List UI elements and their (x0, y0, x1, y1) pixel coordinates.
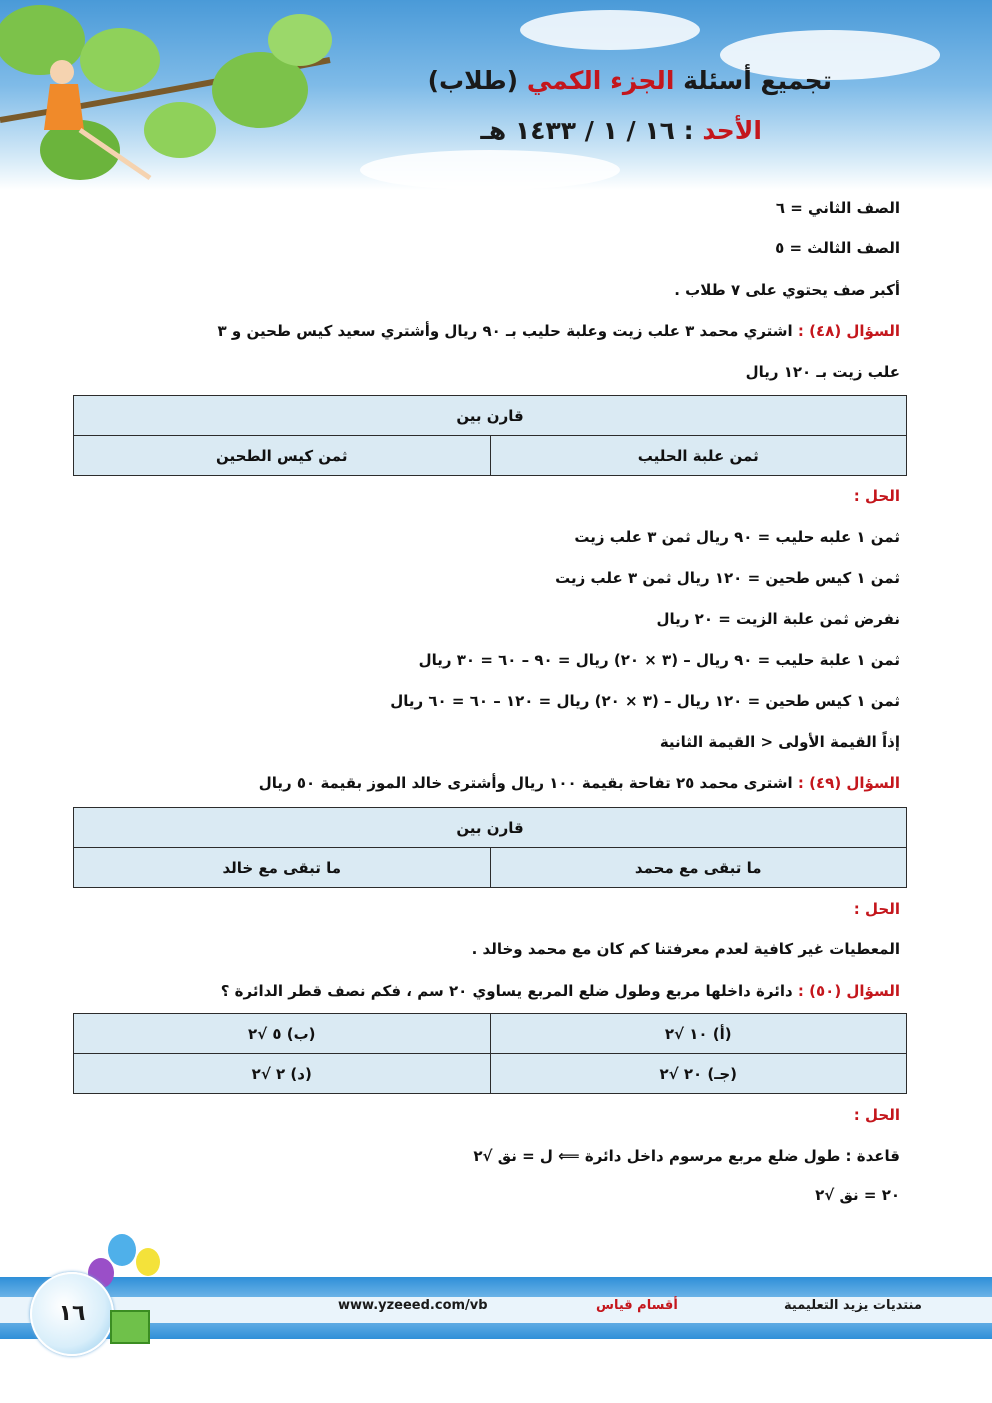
intro-line: أكبر صف يحتوي على ٧ طلاب . (674, 281, 900, 299)
table-header: قارن بين (74, 396, 907, 436)
solution-label: الحل : (853, 900, 900, 918)
balloon-icon (108, 1234, 136, 1266)
table-cell: ما تبقى مع خالد (74, 848, 491, 888)
question-text: اشتري محمد ٣ علب زيت وعلبة حليب بـ ٩٠ ريال وأشتري سعيد كيس طحين و ٣ (217, 322, 793, 340)
solution-line: نفرض ثمن علبة الزيت = ٢٠ ريال (656, 610, 900, 628)
footer-url[interactable]: www.yzeeed.com/vb (338, 1298, 488, 1313)
page-header (0, 0, 992, 190)
page-title (428, 66, 832, 95)
table-cell: ما تبقى مع محمد (490, 848, 907, 888)
date-value: : ١٦ / ١ / ١٤٣٣ هـ (480, 116, 694, 145)
date-day: الأحد (702, 116, 762, 145)
cloud-decoration (360, 150, 620, 190)
question-50 (221, 982, 900, 1000)
solution-line: إذاً القيمة الأولى < القيمة الثانية (659, 733, 900, 751)
question-text: دائرة داخلها مربع وطول ضلع المربع يساوي ٢٠ سم ، فكم نصف قطر الدائرة ؟ (220, 982, 793, 1000)
question-49 (259, 774, 900, 792)
options-table-50 (73, 1013, 907, 1094)
table-header: قارن بين (74, 808, 907, 848)
footer-forum: منتديات يزيد التعليمية (784, 1298, 922, 1313)
question-text-cont: علب زيت بـ ١٢٠ ريال (745, 363, 900, 381)
title-highlight: الجزء الكمي (526, 66, 675, 95)
page-date (480, 116, 762, 145)
solution-line: ٢٠ = نق √٢ (815, 1186, 900, 1204)
balloon-icon (136, 1248, 160, 1276)
solution-line: ثمن ١ علبه حليب = ٩٠ ريال ثمن ٣ علب زيت (574, 528, 900, 546)
solution-line: ثمن ١ كيس طحين = ١٢٠ ريال – (٣ × ٢٠) ريال = ١٢٠ – ٦٠ = ٦٠ ريال (390, 692, 900, 710)
title-prefix: تجميع أسئلة (683, 66, 832, 95)
solution-line: قاعدة : طول ضلع مربع مرسوم داخل دائرة ⟸ ل = نق √٢ (473, 1147, 900, 1165)
title-suffix: (طلاب) (427, 66, 519, 95)
compare-table-48 (73, 395, 907, 476)
solution-label: الحل : (853, 487, 900, 505)
leaves-girl-illustration (0, 0, 340, 190)
solution-line: ثمن ١ علبة حليب = ٩٠ ريال – (٣ × ٢٠) ريال = ٩٠ – ٦٠ = ٣٠ ريال (418, 651, 900, 669)
compare-table-49 (73, 807, 907, 888)
option-a: (أ) ١٠ √٢ (490, 1014, 907, 1054)
question-48 (218, 322, 900, 340)
intro-line: الصف الثاني = ٦ (775, 199, 900, 217)
question-text: اشترى محمد ٢٥ تفاحة بقيمة ١٠٠ ريال وأشترى خالد الموز بقيمة ٥٠ ريال (258, 774, 793, 792)
footer-section: أقسام قياس (596, 1298, 678, 1313)
solution-label: الحل : (853, 1106, 900, 1124)
solution-line: ثمن ١ كيس طحين = ١٢٠ ريال ثمن ٣ علب زيت (555, 569, 900, 587)
table-cell: ثمن كيس الطحين (74, 436, 491, 476)
question-label: السؤال (٤٩) : (797, 774, 900, 792)
option-b: (ب) ٥ √٢ (74, 1014, 491, 1054)
question-label: السؤال (٤٨) : (797, 322, 900, 340)
gift-icon (110, 1310, 150, 1344)
page-number: ١٦ (30, 1272, 114, 1356)
solution-line: المعطيات غير كافية لعدم معرفتنا كم كان مع محمد وخالد . (471, 940, 900, 958)
option-c: (جـ) ٢٠ √٢ (490, 1054, 907, 1094)
cloud-decoration (520, 10, 700, 50)
option-d: (د) ٢ √٢ (74, 1054, 491, 1094)
table-cell: ثمن علبة الحليب (490, 436, 907, 476)
intro-line: الصف الثالث = ٥ (775, 239, 900, 257)
question-label: السؤال (٥٠) : (797, 982, 900, 1000)
